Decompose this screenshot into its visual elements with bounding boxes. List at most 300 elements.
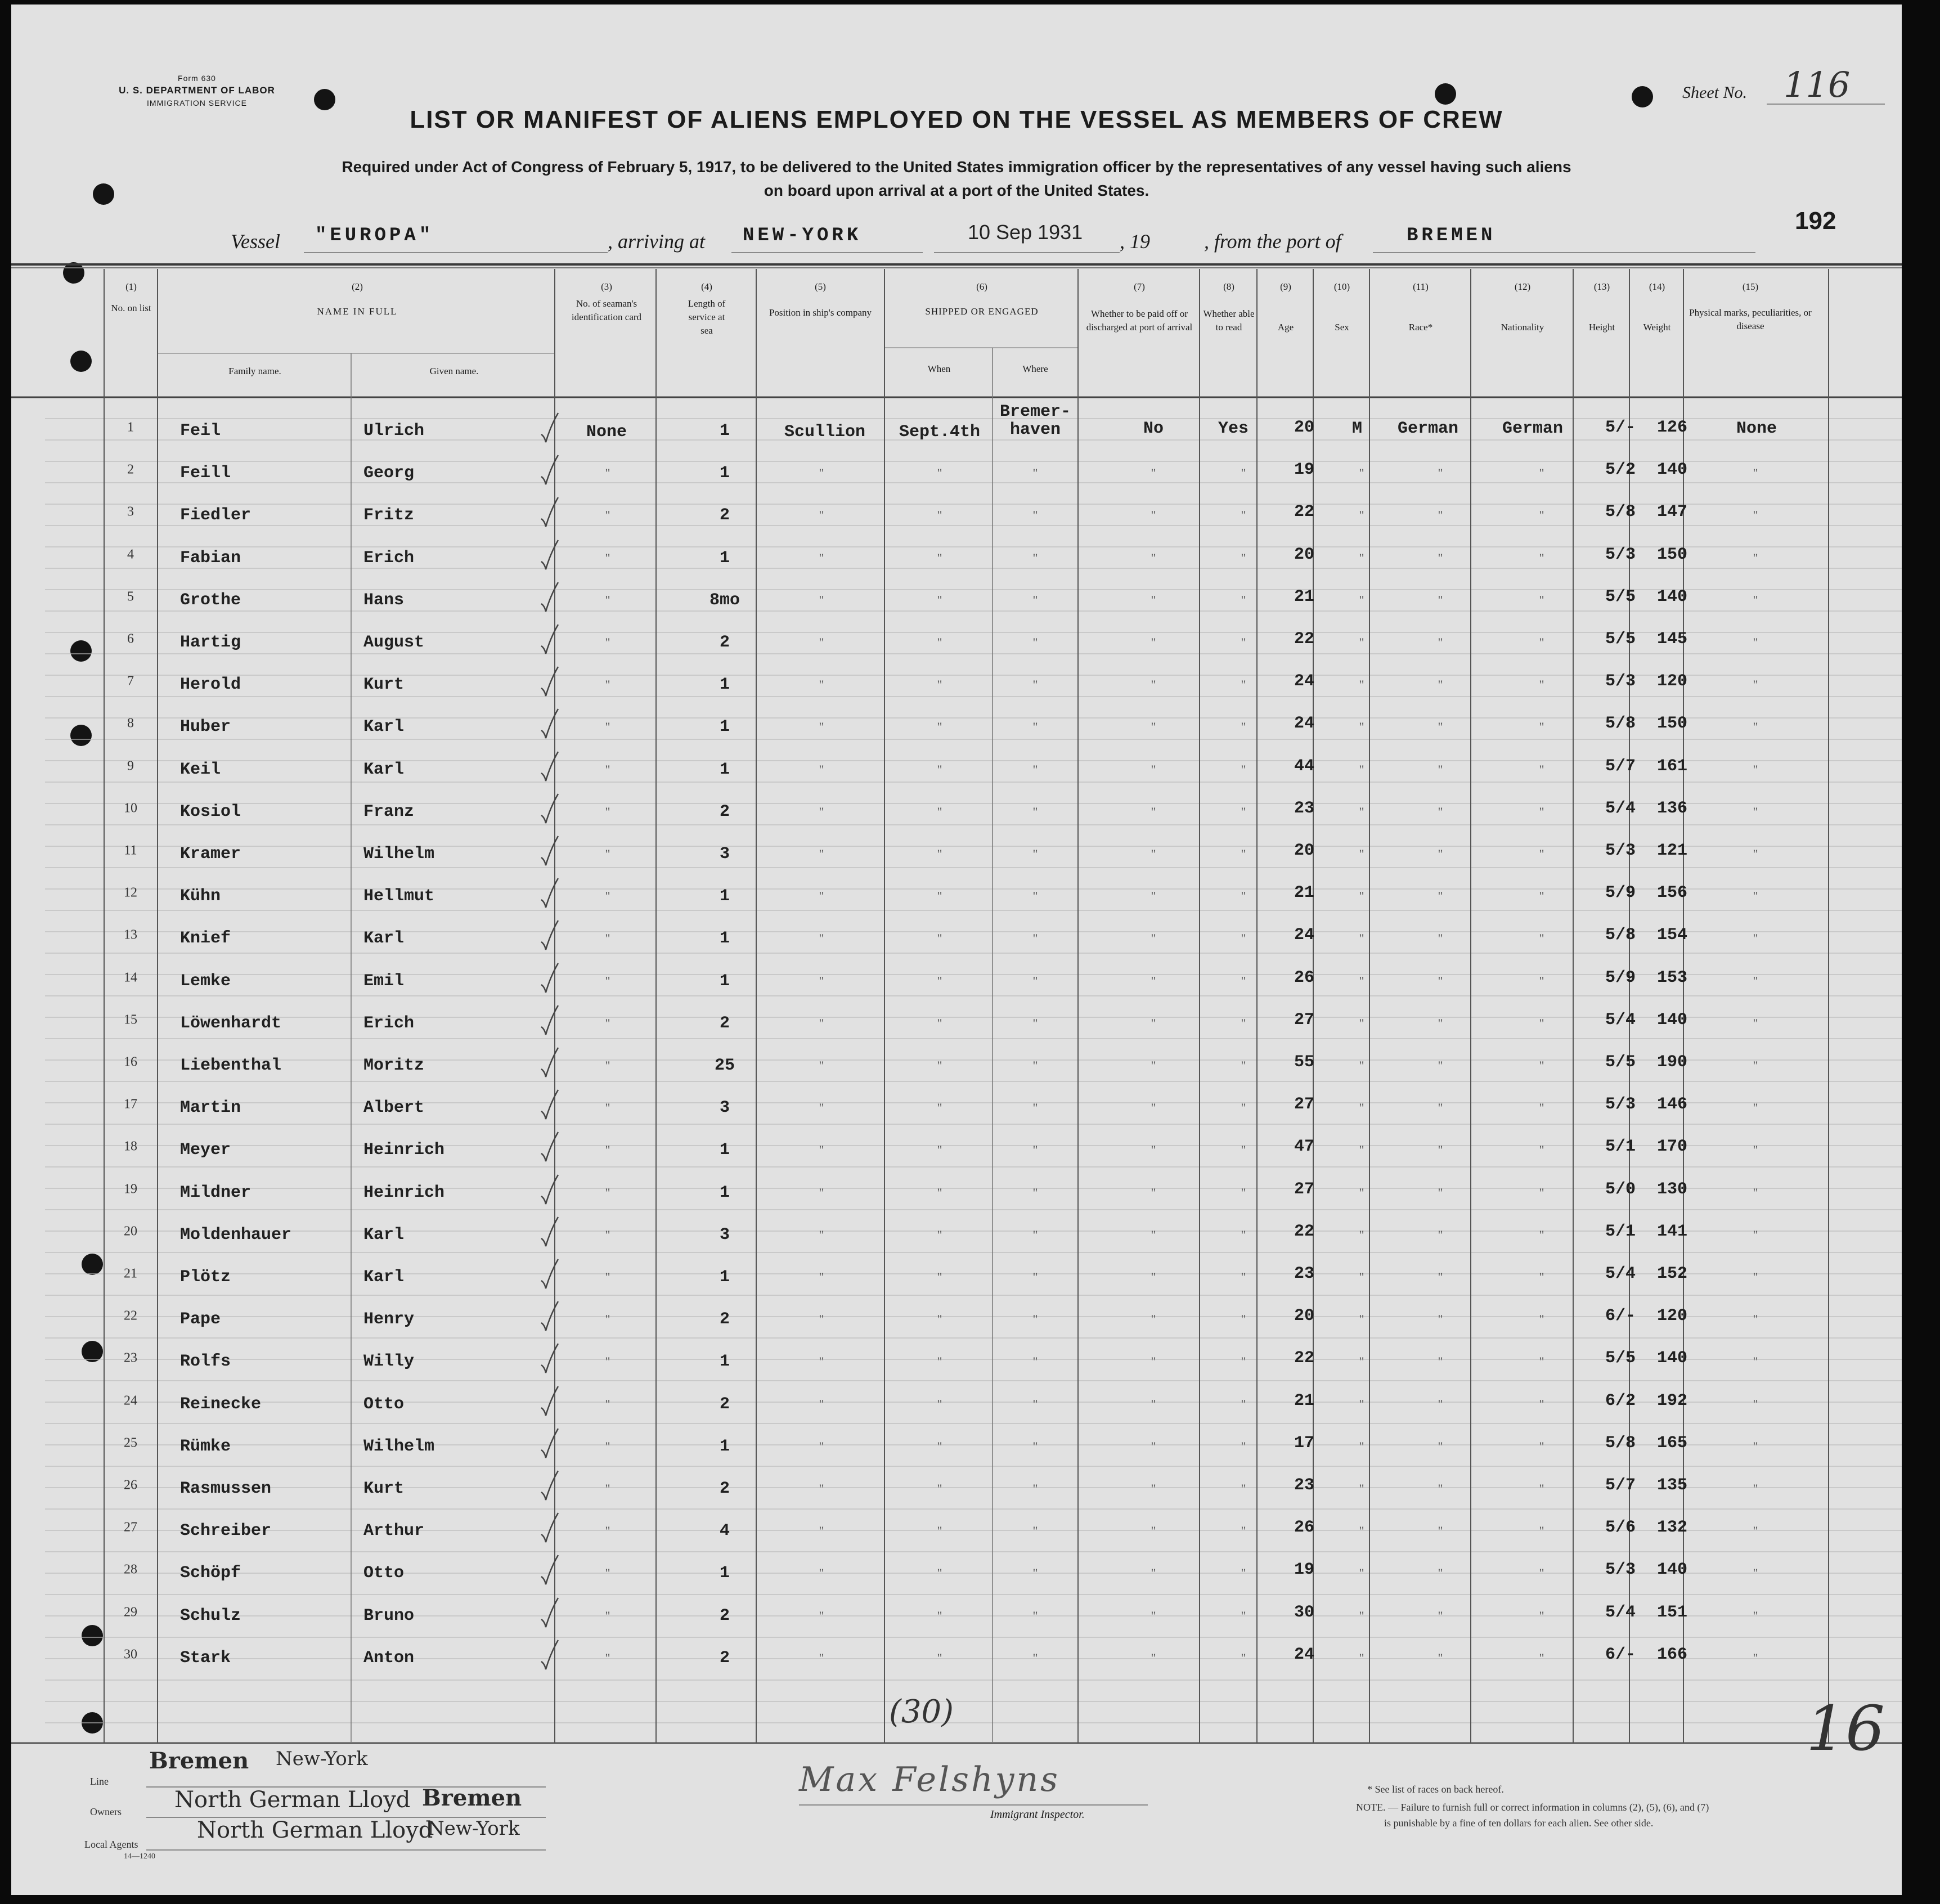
ditto-paid-off: ": [1151, 847, 1156, 861]
age: 27: [1294, 1095, 1315, 1115]
ditto-race: ": [1438, 1227, 1443, 1242]
weight: 141: [1656, 1222, 1688, 1241]
ditto-paid-off: ": [1151, 973, 1156, 988]
ditto-position: ": [819, 1524, 824, 1538]
ditto-when: ": [937, 1566, 942, 1580]
ditto-where: ": [1032, 635, 1038, 649]
arrival-date-stamp: 10 Sep 1931: [968, 221, 1083, 244]
ditto-nationality: ": [1539, 635, 1544, 649]
weight: 147: [1656, 502, 1688, 522]
given-name: August: [363, 633, 425, 652]
ditto-race: ": [1438, 677, 1443, 692]
ditto-nationality: ": [1539, 1650, 1544, 1665]
col-9-header: (9) Age: [1277, 281, 1294, 333]
height: 5/4: [1605, 798, 1636, 818]
weight: 190: [1656, 1053, 1688, 1072]
ditto-sex: ": [1359, 508, 1364, 523]
row-number: 25: [124, 1435, 137, 1451]
row-number: 19: [124, 1182, 137, 1197]
ditto-when: ": [937, 804, 942, 819]
ditto-read: ": [1241, 1016, 1246, 1030]
ditto-marks: ": [1753, 1227, 1758, 1242]
ditto-read: ": [1241, 1566, 1246, 1580]
ditto-marks: ": [1753, 1312, 1758, 1327]
ditto-race: ": [1438, 804, 1443, 819]
service-length: 25: [714, 1056, 735, 1075]
line-label: Line: [90, 1776, 109, 1787]
family-name: Mildner: [180, 1183, 252, 1202]
penalty-note-2: is punishable by a fine of ten dollars for each alien. See other side.: [1384, 1817, 1654, 1829]
ditto-paid-off: ": [1151, 762, 1156, 776]
line-stamp-bremen: Bremen: [149, 1748, 249, 1774]
ditto-sex: ": [1359, 847, 1364, 861]
ditto-position: ": [819, 508, 824, 523]
ditto-race: ": [1438, 635, 1443, 649]
owners-stamp-bremen: Bremen: [422, 1785, 522, 1811]
ditto-nationality: ": [1539, 592, 1544, 607]
service-length: 4: [719, 1521, 730, 1541]
weight: 161: [1656, 756, 1688, 776]
ditto-race: ": [1438, 1650, 1443, 1665]
ditto-read: ": [1241, 550, 1246, 565]
ditto-card: ": [605, 973, 610, 988]
ditto-paid-off: ": [1151, 1650, 1156, 1665]
ditto-read: ": [1241, 1354, 1246, 1369]
row-1-read: Yes: [1218, 419, 1249, 438]
inspector-signature: Max Felshyns: [799, 1760, 1060, 1799]
manifest-sheet: [11, 5, 1902, 1895]
crew-count: (30): [889, 1694, 954, 1730]
family-name: Löwenhardt: [180, 1013, 282, 1033]
ditto-sex: ": [1359, 550, 1364, 565]
age: 23: [1294, 798, 1315, 818]
service-length: 1: [719, 971, 730, 991]
family-name: Rolfs: [180, 1352, 231, 1372]
ditto-race: ": [1438, 889, 1443, 904]
arriving-label: , arriving at: [608, 230, 706, 253]
ditto-when: ": [937, 1101, 942, 1115]
weight: 166: [1656, 1645, 1688, 1664]
ditto-marks: ": [1753, 889, 1758, 904]
given-name: Otto: [363, 1564, 405, 1583]
weight: 126: [1656, 418, 1688, 437]
weight: 120: [1656, 672, 1688, 691]
ditto-where: ": [1032, 1439, 1038, 1453]
row-1-paid-off: No: [1143, 419, 1164, 438]
ditto-position: ": [819, 1396, 824, 1411]
ditto-sex: ": [1359, 1016, 1364, 1030]
ditto-marks: ": [1753, 592, 1758, 607]
ditto-marks: ": [1753, 677, 1758, 692]
ditto-race: ": [1438, 592, 1443, 607]
age: 20: [1294, 841, 1315, 860]
ditto-sex: ": [1359, 889, 1364, 904]
height: 5/5: [1605, 587, 1636, 607]
given-name: Franz: [363, 802, 415, 821]
family-name: Grothe: [180, 590, 241, 610]
ditto-sex: ": [1359, 931, 1364, 946]
ditto-marks: ": [1753, 508, 1758, 523]
given-name: Karl: [363, 929, 405, 949]
ditto-race: ": [1438, 973, 1443, 988]
ditto-card: ": [605, 1312, 610, 1327]
family-name: Feil: [180, 421, 221, 441]
height: 5/7: [1605, 1476, 1636, 1495]
row-1-nationality: German: [1502, 419, 1564, 438]
ditto-position: ": [819, 720, 824, 734]
ditto-card: ": [605, 804, 610, 819]
family-name: Kramer: [180, 845, 241, 864]
service-length: 2: [719, 506, 730, 526]
ditto-read: ": [1241, 1143, 1246, 1157]
ditto-where: ": [1032, 931, 1038, 946]
family-name: Pape: [180, 1310, 221, 1330]
height: 5/9: [1605, 968, 1636, 987]
age: 23: [1294, 1264, 1315, 1283]
ditto-where: ": [1032, 508, 1038, 523]
ditto-where: ": [1032, 1185, 1038, 1200]
service-length: 3: [719, 845, 730, 864]
ditto-when: ": [937, 1016, 942, 1030]
ditto-paid-off: ": [1151, 1312, 1156, 1327]
service-length: 8mo: [709, 590, 740, 610]
given-name: Karl: [363, 1268, 405, 1287]
service-length: 1: [719, 421, 730, 441]
ditto-read: ": [1241, 635, 1246, 649]
given-name: Karl: [363, 1225, 405, 1245]
ditto-read: ": [1241, 847, 1246, 861]
ditto-nationality: ": [1539, 677, 1544, 692]
col-14-header: (14) Weight: [1643, 281, 1671, 333]
ditto-position: ": [819, 1016, 824, 1030]
ditto-paid-off: ": [1151, 1016, 1156, 1030]
ditto-position: ": [819, 1439, 824, 1453]
weight: 154: [1656, 926, 1688, 945]
ditto-position: ": [819, 1481, 824, 1496]
ditto-where: ": [1032, 847, 1038, 861]
service-length: 1: [719, 464, 730, 483]
height: 6/2: [1605, 1391, 1636, 1411]
ditto-sex: ": [1359, 720, 1364, 734]
ditto-nationality: ": [1539, 1227, 1544, 1242]
family-name: Hartig: [180, 633, 241, 652]
ditto-card: ": [605, 1439, 610, 1453]
age: 22: [1294, 1222, 1315, 1241]
ditto-sex: ": [1359, 1058, 1364, 1072]
weight: 150: [1656, 714, 1688, 734]
ditto-sex: ": [1359, 1396, 1364, 1411]
ditto-card: ": [605, 550, 610, 565]
ditto-where: ": [1032, 1481, 1038, 1496]
row-number: 2: [127, 462, 134, 477]
ditto-nationality: ": [1539, 550, 1544, 565]
row-number: 1: [127, 420, 134, 435]
row-number: 14: [124, 970, 137, 985]
ditto-marks: ": [1753, 1185, 1758, 1200]
ditto-when: ": [937, 1439, 942, 1453]
row-number: 17: [124, 1097, 137, 1112]
ditto-marks: ": [1753, 1566, 1758, 1580]
service-length: 3: [719, 1225, 730, 1245]
ditto-read: ": [1241, 592, 1246, 607]
ditto-nationality: ": [1539, 804, 1544, 819]
given-name: Henry: [363, 1310, 415, 1330]
family-name: Fiedler: [180, 506, 252, 526]
age: 20: [1294, 1306, 1315, 1326]
ditto-paid-off: ": [1151, 1566, 1156, 1580]
ditto-when: ": [937, 889, 942, 904]
ditto-card: ": [605, 847, 610, 861]
ditto-position: ": [819, 1312, 824, 1327]
col-2-given-header: Given name.: [429, 366, 479, 376]
ditto-paid-off: ": [1151, 508, 1156, 523]
height: 5/3: [1605, 1560, 1636, 1580]
ditto-sex: ": [1359, 592, 1364, 607]
ditto-nationality: ": [1539, 1354, 1544, 1369]
ditto-marks: ": [1753, 1058, 1758, 1072]
ditto-sex: ": [1359, 1650, 1364, 1665]
ditto-where: ": [1032, 1524, 1038, 1538]
weight: 145: [1656, 630, 1688, 649]
given-name: Hans: [363, 590, 405, 610]
height: 5/8: [1605, 502, 1636, 522]
row-number: 16: [124, 1054, 137, 1070]
ditto-nationality: ": [1539, 931, 1544, 946]
family-name: Feill: [180, 464, 231, 483]
given-name: Heinrich: [363, 1140, 445, 1160]
row-number: 3: [127, 504, 134, 519]
ditto-card: ": [605, 1101, 610, 1115]
ditto-read: ": [1241, 762, 1246, 776]
ditto-nationality: ": [1539, 973, 1544, 988]
ditto-paid-off: ": [1151, 1354, 1156, 1369]
ditto-read: ": [1241, 1185, 1246, 1200]
weight: 120: [1656, 1306, 1688, 1326]
ditto-sex: ": [1359, 804, 1364, 819]
given-name: Wilhelm: [363, 1436, 435, 1456]
ditto-where: ": [1032, 1650, 1038, 1665]
age: 24: [1294, 1645, 1315, 1664]
col-2-family-header: Family name.: [228, 366, 281, 376]
ditto-sex: ": [1359, 1481, 1364, 1496]
ditto-card: ": [605, 1566, 610, 1580]
age: 24: [1294, 714, 1315, 734]
service-name: IMMIGRATION SERVICE: [147, 98, 247, 107]
ditto-position: ": [819, 1227, 824, 1242]
col-6-when-header: When: [927, 363, 951, 374]
sheet-label: Sheet No.: [1682, 83, 1747, 102]
height: 5/3: [1605, 1095, 1636, 1115]
ditto-position: ": [819, 1650, 824, 1665]
ditto-position: ": [819, 1608, 824, 1623]
height: 5/-: [1605, 418, 1636, 437]
ditto-nationality: ": [1539, 1101, 1544, 1115]
service-length: 1: [719, 1183, 730, 1202]
service-length: 2: [719, 1606, 730, 1625]
weight: 135: [1656, 1476, 1688, 1495]
age: 26: [1294, 1518, 1315, 1538]
ditto-where: ": [1032, 762, 1038, 776]
row-number: 18: [124, 1139, 137, 1154]
age: 19: [1294, 1560, 1315, 1580]
page-number: 16: [1806, 1692, 1885, 1764]
service-length: 1: [719, 1140, 730, 1160]
ditto-read: ": [1241, 1650, 1246, 1665]
given-name: Ulrich: [363, 421, 425, 441]
ditto-where: ": [1032, 1354, 1038, 1369]
ditto-when: ": [937, 508, 942, 523]
ditto-card: ": [605, 1143, 610, 1157]
service-length: 1: [719, 1436, 730, 1456]
service-length: 2: [719, 1479, 730, 1498]
ditto-read: ": [1241, 889, 1246, 904]
ditto-sex: ": [1359, 1524, 1364, 1538]
ditto-position: ": [819, 804, 824, 819]
family-name: Schreiber: [180, 1521, 272, 1541]
family-name: Huber: [180, 717, 231, 737]
ditto-race: ": [1438, 1608, 1443, 1623]
ditto-nationality: ": [1539, 1608, 1544, 1623]
row-number: 13: [124, 927, 137, 942]
ditto-position: ": [819, 1185, 824, 1200]
ditto-nationality: ": [1539, 762, 1544, 776]
ditto-race: ": [1438, 720, 1443, 734]
ditto-read: ": [1241, 466, 1246, 481]
vessel-name: "EUROPA": [315, 225, 434, 246]
ditto-position: ": [819, 973, 824, 988]
ditto-where: ": [1032, 677, 1038, 692]
ditto-marks: ": [1753, 635, 1758, 649]
age: 30: [1294, 1602, 1315, 1622]
age: 17: [1294, 1433, 1315, 1453]
ditto-marks: ": [1753, 931, 1758, 946]
ditto-read: ": [1241, 1312, 1246, 1327]
family-name: Reinecke: [180, 1394, 262, 1414]
ditto-marks: ": [1753, 466, 1758, 481]
height: 6/-: [1605, 1306, 1636, 1326]
ditto-when: ": [937, 550, 942, 565]
family-name: Meyer: [180, 1140, 231, 1160]
ditto-position: ": [819, 592, 824, 607]
ditto-when: ": [937, 847, 942, 861]
height: 5/4: [1605, 1010, 1636, 1030]
family-name: Liebenthal: [180, 1056, 282, 1075]
line-stamp-newyork: New-York: [276, 1748, 368, 1770]
height: 5/8: [1605, 926, 1636, 945]
ditto-nationality: ": [1539, 1481, 1544, 1496]
age: 22: [1294, 502, 1315, 522]
ditto-marks: ": [1753, 1481, 1758, 1496]
ditto-paid-off: ": [1151, 1524, 1156, 1538]
ditto-sex: ": [1359, 1566, 1364, 1580]
age: 27: [1294, 1010, 1315, 1030]
service-length: 2: [719, 1648, 730, 1668]
ditto-when: ": [937, 1185, 942, 1200]
weight: 130: [1656, 1179, 1688, 1199]
ditto-nationality: ": [1539, 1185, 1544, 1200]
given-name: Arthur: [363, 1521, 425, 1541]
ditto-card: ": [605, 1524, 610, 1538]
ditto-where: ": [1032, 550, 1038, 565]
col-10-header: (10) Sex: [1333, 281, 1350, 333]
ditto-when: ": [937, 931, 942, 946]
ditto-when: ": [937, 1270, 942, 1284]
age: 44: [1294, 756, 1315, 776]
given-name: Bruno: [363, 1606, 415, 1625]
footer-rules: [11, 5, 1902, 1895]
ditto-race: ": [1438, 1396, 1443, 1411]
ditto-read: ": [1241, 1101, 1246, 1115]
ditto-card: ": [605, 720, 610, 734]
ditto-marks: ": [1753, 973, 1758, 988]
ditto-read: ": [1241, 1227, 1246, 1242]
row-number: 7: [127, 673, 134, 689]
col-12-header: (12) Nationality: [1501, 281, 1544, 333]
ditto-where: ": [1032, 1058, 1038, 1072]
ditto-sex: ": [1359, 635, 1364, 649]
ditto-when: ": [937, 973, 942, 988]
ditto-where: ": [1032, 466, 1038, 481]
height: 5/4: [1605, 1264, 1636, 1283]
ditto-paid-off: ": [1151, 1101, 1156, 1115]
age: 21: [1294, 1391, 1315, 1411]
height: 5/9: [1605, 883, 1636, 903]
ditto-marks: ": [1753, 720, 1758, 734]
ditto-position: ": [819, 550, 824, 565]
ditto-where: ": [1032, 1143, 1038, 1157]
ditto-marks: ": [1753, 1524, 1758, 1538]
ditto-where: ": [1032, 720, 1038, 734]
row-number: 4: [127, 547, 134, 562]
row-number: 26: [124, 1478, 137, 1493]
ditto-card: ": [605, 889, 610, 904]
family-name: Herold: [180, 675, 241, 695]
weight: 140: [1656, 460, 1688, 480]
service-length: 1: [719, 1268, 730, 1287]
row-number: 11: [124, 843, 137, 858]
ditto-position: ": [819, 466, 824, 481]
ditto-card: ": [605, 1058, 610, 1072]
service-length: 1: [719, 887, 730, 906]
ditto-marks: ": [1753, 1143, 1758, 1157]
service-length: 2: [719, 1310, 730, 1330]
row-number: 30: [124, 1647, 137, 1662]
row-1-where-1: Bremer-: [999, 402, 1071, 421]
ditto-read: ": [1241, 1439, 1246, 1453]
row-1-marks: None: [1736, 419, 1777, 438]
ditto-sex: ": [1359, 1185, 1364, 1200]
ditto-paid-off: ": [1151, 1058, 1156, 1072]
page-title: LIST OR MANIFEST OF ALIENS EMPLOYED ON THE VESSEL AS MEMBERS OF CREW: [410, 106, 1503, 133]
ditto-marks: ": [1753, 1439, 1758, 1453]
ditto-sex: ": [1359, 677, 1364, 692]
ditto-nationality: ": [1539, 1143, 1544, 1157]
age: 21: [1294, 587, 1315, 607]
ditto-marks: ": [1753, 1608, 1758, 1623]
ditto-sex: ": [1359, 1101, 1364, 1115]
col-5-header: (5) Position in ship's company: [769, 281, 872, 318]
ditto-race: ": [1438, 931, 1443, 946]
row-number: 5: [127, 589, 134, 604]
ditto-marks: ": [1753, 762, 1758, 776]
ditto-card: ": [605, 635, 610, 649]
ditto-paid-off: ": [1151, 635, 1156, 649]
ditto-read: ": [1241, 973, 1246, 988]
family-name: Schulz: [180, 1606, 241, 1625]
ditto-sex: ": [1359, 466, 1364, 481]
weight: 153: [1656, 968, 1688, 987]
height: 5/2: [1605, 460, 1636, 480]
